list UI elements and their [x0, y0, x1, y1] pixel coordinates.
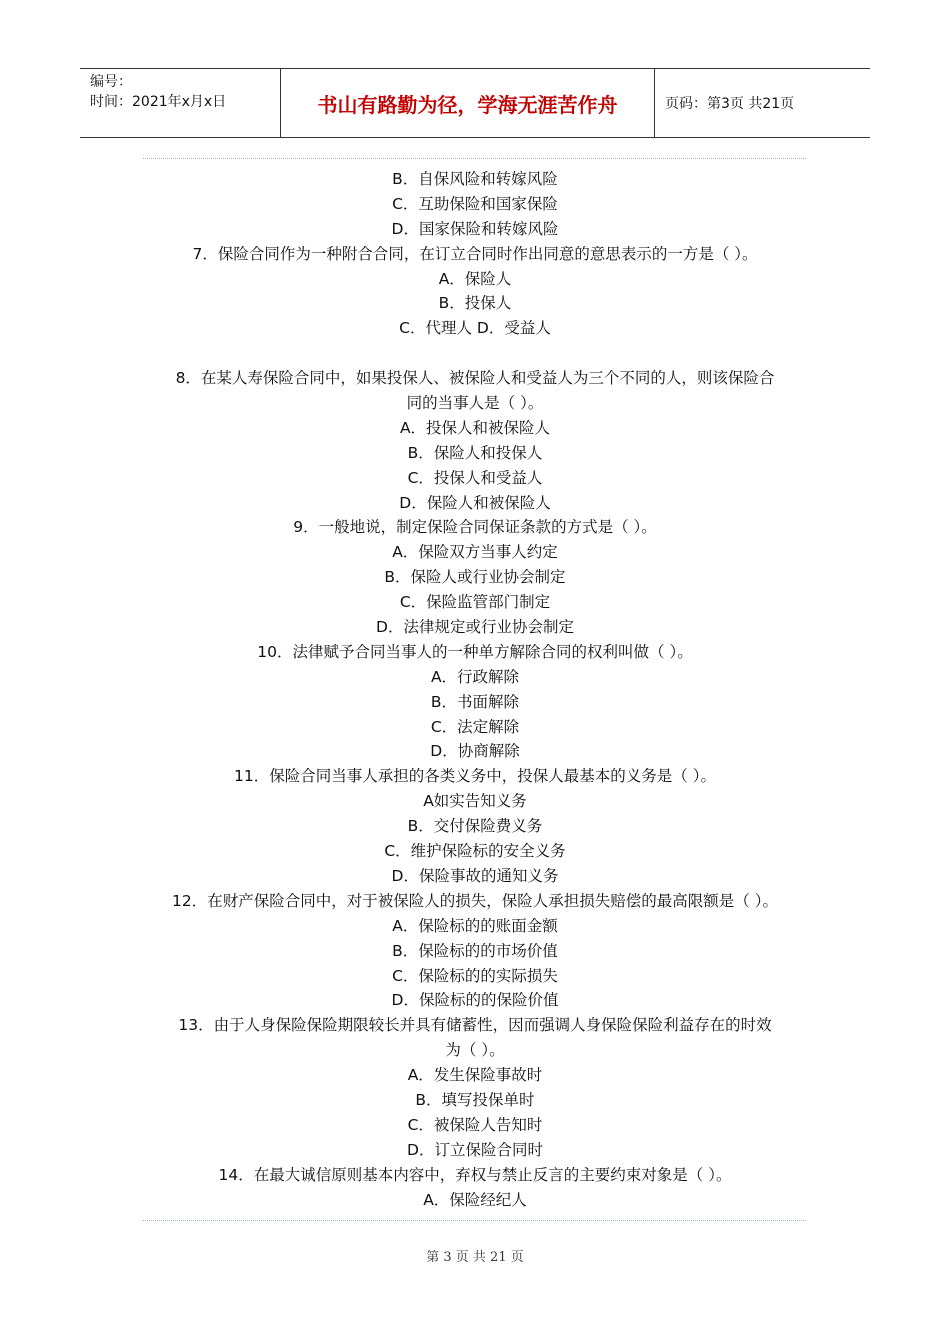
content-line: D．保险事故的通知义务 [391, 866, 559, 885]
content-line: A．保险经纪人 [423, 1190, 527, 1209]
content-line: 10．法律赋予合同当事人的一种单方解除合同的权利叫做（ ）。 [257, 642, 693, 661]
content-line: D．保险人和被保险人 [399, 493, 551, 512]
content-line: D．保险标的的保险价值 [391, 991, 559, 1010]
content-line: 7．保险合同作为一种附合合同，在订立合同时作出同意的意思表示的一方是（ ）。 [192, 244, 758, 263]
content-line: C．互助保险和国家保险 [392, 194, 558, 213]
content-line: B．投保人 [438, 294, 512, 313]
content-line: C．保险标的的实际损失 [392, 966, 558, 985]
content-line: A．投保人和被保险人 [399, 418, 551, 437]
content-line: B．自保风险和转嫁风险 [392, 170, 558, 188]
document-time-label: 时间：2021年x月x日 [90, 94, 227, 110]
content-line: A如实告知义务 [423, 792, 527, 811]
content-line: C．被保险人告知时 [407, 1115, 543, 1134]
content-line: 为（ ）。 [445, 1041, 505, 1060]
content-line: 9．一般地说，制定保险合同保证条款的方式是（ ）。 [293, 518, 657, 537]
content-line: A．保险人 [438, 269, 512, 288]
content-line: C．保险监管部门制定 [399, 593, 551, 612]
content-line: 11．保险合同当事人承担的各类义务中，投保人最基本的义务是（ ）。 [234, 767, 716, 786]
content-line: C．投保人和受益人 [407, 468, 543, 487]
header-motto: 书山有路勤为径，学海无涯苦作舟 [281, 69, 655, 137]
header-page-info: 页码：第3页 共21页 [665, 96, 795, 112]
content-line: C．代理人 D．受益人 [399, 319, 551, 338]
header-meta [80, 69, 281, 137]
content-line: D．协商解除 [430, 742, 520, 761]
top-dotted-divider [143, 158, 806, 159]
content-line: D．国家保险和转嫁风险 [391, 219, 559, 238]
content-line: 14．在最大诚信原则基本内容中，弃权与禁止反言的主要约束对象是（ ）。 [218, 1165, 732, 1184]
blank-line [100, 341, 850, 366]
content-line: 8．在某人寿保险合同中，如果投保人、被保险人和受益人为三个不同的人，则该保险合 [175, 369, 775, 388]
content-line: 同的当事人是（ ）。 [406, 394, 544, 413]
content-line: B．交付保险费义务 [407, 817, 543, 836]
content-line: 12．在财产保险合同中，对于被保险人的损失，保险人承担损失赔偿的最高限额是（ ）。 [172, 891, 778, 910]
content-line: B．保险标的的市场价值 [392, 941, 558, 960]
content-line: D．法律规定或行业协会制定 [376, 618, 574, 637]
content-line: B．书面解除 [430, 692, 520, 711]
content-line: A．发生保险事故时 [407, 1066, 543, 1085]
content-line: B．填写投保单时 [415, 1090, 535, 1109]
content-line: A．保险标的的账面金额 [392, 916, 558, 935]
content-line: B．保险人或行业协会制定 [384, 568, 566, 587]
content-line: D．订立保险合同时 [407, 1140, 543, 1159]
content-line: C．维护保险标的安全义务 [384, 842, 566, 861]
document-number-label: 编号： [90, 74, 132, 90]
bottom-dotted-divider [143, 1220, 806, 1221]
content-line: 13．由于人身保险保险期限较长并具有储蓄性，因而强调人身保险保险利益存在的时效 [178, 1016, 772, 1035]
content-line: A．行政解除 [430, 667, 520, 686]
page-header [80, 68, 870, 138]
page-footer: 第 3 页 共 21 页 [426, 1250, 524, 1265]
content-line: C．法定解除 [430, 717, 520, 736]
content-line: B．保险人和投保人 [407, 443, 543, 462]
content-line: A．保险双方当事人约定 [392, 543, 558, 562]
question-content [100, 167, 850, 1212]
